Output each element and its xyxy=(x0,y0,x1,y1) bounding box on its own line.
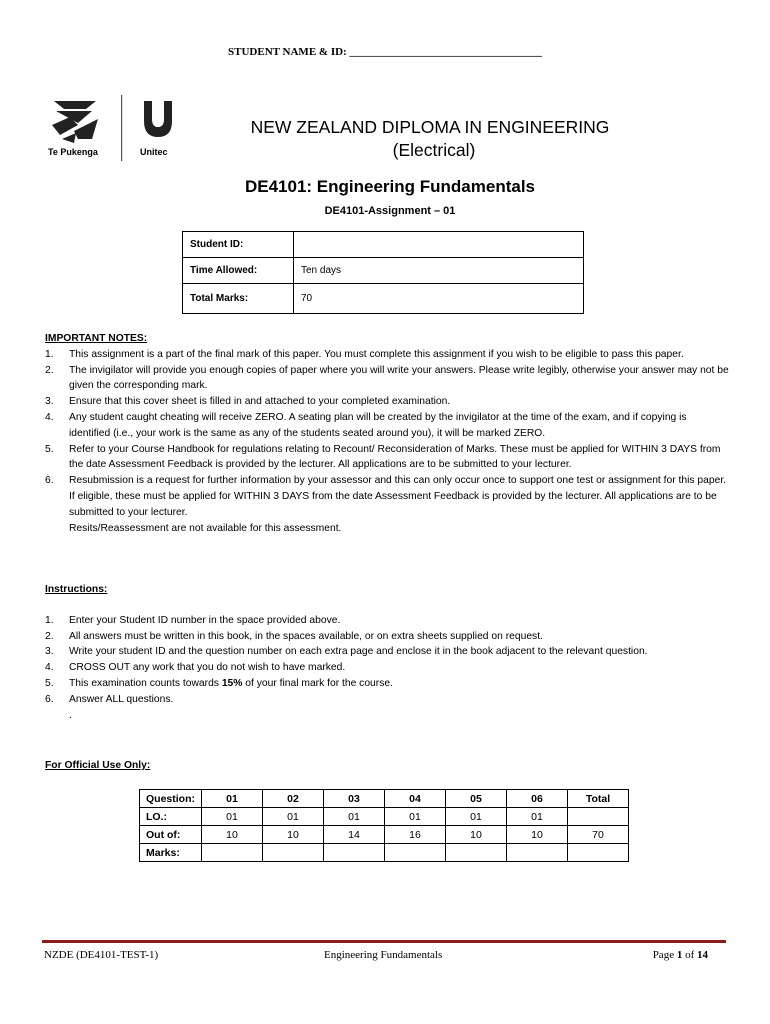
info-label: Time Allowed: xyxy=(183,258,294,284)
list-item xyxy=(45,660,730,676)
table-cell: 10 xyxy=(507,826,568,844)
table-cell xyxy=(507,844,568,862)
list-text: Refer to your Course Handbook for regulations relating to Recount/ Reconsideration of Marks. These must be applied for WITHIN 3 DAYS from the date Assessment Feedback is provided by the lecturer. All applications are to be submitted to your lecturer. xyxy=(69,443,721,471)
table-cell: 03 xyxy=(324,790,385,808)
footer-doc-code: NZDE (DE4101-TEST-1) xyxy=(44,949,159,961)
table-cell: Total xyxy=(568,790,629,808)
list-text: All answers must be written in this book, in the spaces available, or on extra sheets supplied on request. xyxy=(69,630,543,642)
student-id-field[interactable] xyxy=(294,232,584,258)
info-row-student-id xyxy=(183,232,584,258)
table-row xyxy=(140,844,629,862)
row-label-cell: Marks: xyxy=(140,844,202,862)
list-text: Resubmission is a request for further information by your assessor and this can only occur once to support one test or assignment for this paper. If eligible, these must be applied for WITHIN 3 DAYS from the date Assessment Feedback is provided by the lecturer. All applications are to be submitted to your lecturer. xyxy=(69,475,727,518)
table-cell xyxy=(385,844,446,862)
list-text: Enter your Student ID number in the space provided above. xyxy=(69,614,341,626)
table-cell xyxy=(568,844,629,862)
list-text: This examination counts towards xyxy=(69,677,222,689)
list-text: Resits/Reassessment are not available for this assessment. xyxy=(69,522,342,534)
info-label: Total Marks: xyxy=(183,284,294,314)
table-cell: 04 xyxy=(385,790,446,808)
list-text: Answer ALL questions. xyxy=(69,693,174,705)
list-item xyxy=(45,629,730,645)
info-row-time-allowed xyxy=(183,258,584,284)
table-cell: 01 xyxy=(446,808,507,826)
table-cell: 01 xyxy=(385,808,446,826)
instructions-list xyxy=(45,613,730,724)
table-cell: 10 xyxy=(446,826,507,844)
table-cell xyxy=(202,844,263,862)
footer-page-number: Page 1 of 14 xyxy=(652,949,708,961)
list-number: 5. xyxy=(45,677,54,689)
student-info-table xyxy=(182,231,584,314)
list-text: Ensure that this cover sheet is filled in and attached to your completed examination. xyxy=(69,396,451,408)
resits-note xyxy=(45,521,730,537)
list-number: 4. xyxy=(45,411,54,423)
list-text: CROSS OUT any work that you do not wish to have marked. xyxy=(69,662,346,674)
footer-course-name: Engineering Fundamentals xyxy=(324,949,443,961)
list-number: 1. xyxy=(45,348,54,360)
table-row xyxy=(140,790,629,808)
list-number: 1. xyxy=(45,614,54,626)
list-item xyxy=(45,613,730,629)
programme-title xyxy=(200,116,660,162)
table-cell: 10 xyxy=(263,826,324,844)
list-text: of your final mark for the course. xyxy=(242,677,393,689)
trailing-dot xyxy=(45,708,730,724)
table-cell: 02 xyxy=(263,790,324,808)
list-text: The invigilator will provide you enough copies of paper where you will write your answers. Please write legibly, otherwise your answer may not be given the corresponding mark. xyxy=(69,364,729,392)
table-cell: 01 xyxy=(324,808,385,826)
list-text: This assignment is a part of the final mark of this paper. You must complete this assignment if you wish to be eligible to pass this paper. xyxy=(69,348,684,360)
list-number: 5. xyxy=(45,443,54,455)
table-cell xyxy=(324,844,385,862)
row-label-cell: LO.: xyxy=(140,808,202,826)
list-number: 2. xyxy=(45,630,54,642)
important-notes-section xyxy=(45,331,730,536)
table-cell: 70 xyxy=(568,826,629,844)
assignment-id: DE4101-Assignment – 01 xyxy=(324,205,456,217)
list-item xyxy=(45,473,730,520)
table-cell: 05 xyxy=(446,790,507,808)
table-cell xyxy=(263,844,324,862)
list-number: 3. xyxy=(45,646,54,658)
table-cell: 01 xyxy=(202,790,263,808)
table-cell: 01 xyxy=(263,808,324,826)
programme-title-line2: (Electrical) xyxy=(392,140,476,160)
programme-title-line1: NEW ZEALAND DIPLOMA IN ENGINEERING xyxy=(250,117,610,137)
official-marks-table xyxy=(139,789,629,862)
list-item xyxy=(45,347,730,363)
info-row-total-marks xyxy=(183,284,584,314)
instructions-heading: Instructions: xyxy=(45,584,108,595)
row-label-cell: Question: xyxy=(140,790,202,808)
info-label: Student ID: xyxy=(183,232,294,258)
list-item xyxy=(45,442,730,474)
important-notes-heading: IMPORTANT NOTES: xyxy=(45,333,148,344)
table-cell: 01 xyxy=(202,808,263,826)
list-item: 5. This examination counts towards 15% of your final mark for the course. xyxy=(45,676,730,692)
list-item xyxy=(45,394,730,410)
official-use-heading: For Official Use Only: xyxy=(45,760,151,771)
list-text: Any student caught cheating will receive ZERO. A seating plan will be created by the invigilator at the time of the exam, and if copying is identified (i.e., your work is the same as any of the students seated around you), it will be marked ZERO. xyxy=(69,411,687,439)
table-cell xyxy=(568,808,629,826)
important-notes-list xyxy=(45,347,730,537)
unitec-logo-label: Unitec xyxy=(140,147,168,157)
list-item xyxy=(45,644,730,660)
footer-divider xyxy=(42,940,726,943)
student-name-id-line: STUDENT NAME & ID: ___________________________________ xyxy=(228,46,542,58)
table-cell: 01 xyxy=(507,808,568,826)
list-item xyxy=(45,692,730,708)
list-number: 3. xyxy=(45,396,54,408)
info-value: Ten days xyxy=(294,258,584,284)
list-text: . xyxy=(69,709,72,721)
course-title: DE4101: Engineering Fundamentals xyxy=(244,177,535,196)
info-value: 70 xyxy=(294,284,584,314)
list-item xyxy=(45,410,730,442)
instructions-section xyxy=(45,582,730,723)
row-label-cell: Out of: xyxy=(140,826,202,844)
list-number: 2. xyxy=(45,364,54,376)
table-cell: 16 xyxy=(385,826,446,844)
table-cell: 10 xyxy=(202,826,263,844)
table-cell: 14 xyxy=(324,826,385,844)
institution-logos xyxy=(48,95,198,165)
te-pukenga-logo-label: Te Pukenga xyxy=(48,147,98,157)
table-row xyxy=(140,808,629,826)
list-number: 6. xyxy=(45,475,54,487)
list-number: 6. xyxy=(45,693,54,705)
list-number: 4. xyxy=(45,662,54,674)
list-text: Write your student ID and the question number on each extra page and enclose it in the book adjacent to the relevant question. xyxy=(69,646,648,658)
list-item xyxy=(45,363,730,395)
table-cell xyxy=(446,844,507,862)
table-cell: 06 xyxy=(507,790,568,808)
table-row xyxy=(140,826,629,844)
